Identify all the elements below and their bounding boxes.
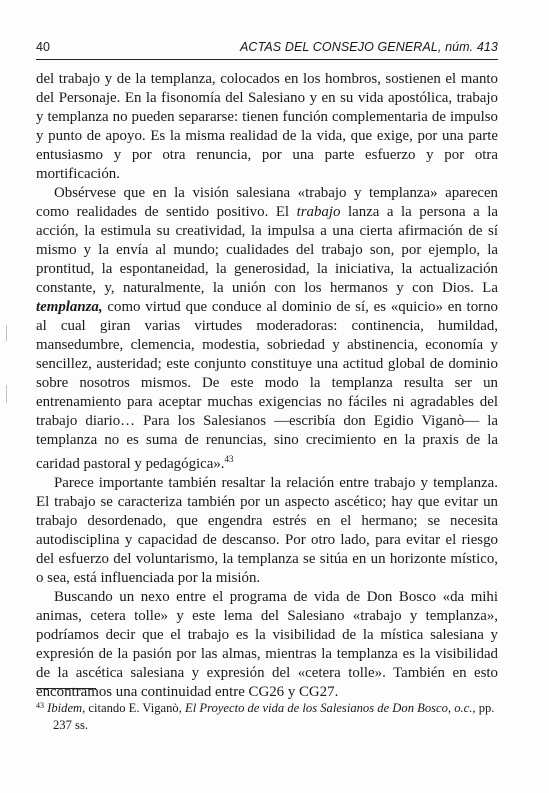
footnote [36, 697, 498, 734]
paragraph-2-text: lanza a la persona a la acción, la estimula su creatividad, la impulsa a una cierta afirmación de sí mismo y la envía al mundo; cualidades del trabajo son, por ejemplo, la prontitud, la espontaneidad, la generosidad, la iniciativa, la actualización constante, y, naturalmente, la unión con los hermanos y con Dios. La [36, 204, 498, 296]
footnote-ibidem: Ibidem, [47, 701, 86, 715]
footnote-pages: pp. 237 ss. [53, 701, 495, 732]
footnote-43 [36, 697, 498, 734]
footnote-reference[interactable]: 43 [224, 454, 234, 464]
paragraph-4: Buscando un nexo entre el programa de vida de Don Bosco «da mihi animas, cetera tolle» y este lema del Salesiano «trabajo y templanza», podríamos decir que el trabajo es la visibilidad de la mística salesiana y expresión de la pasión por las almas, mientras la templanza es la visibilidad de la ascética salesiana y expresión del «cetera tolle». También en esto encontramos una continuidad entre CG26 y CG27. [36, 589, 498, 700]
margin-mark [6, 385, 7, 403]
margin-mark [6, 325, 7, 341]
footnote-source-title: El Proyecto de vida de los Salesianos de Don Bosco, o.c., [185, 701, 476, 715]
footnote-rule [36, 688, 96, 689]
running-title: ACTAS DEL CONSEJO GENERAL, núm. 413 [240, 40, 498, 54]
footnote-number: 43 [36, 701, 44, 710]
paragraph-3: Parece importante también resaltar la relación entre trabajo y templanza. El trabajo se caracteriza también por un aspecto ascético; hay que evitar un trabajo desordenado, que engendra estrés en el hermano; se necesita autodisciplina y capacidad de descanso. Por otro lado, para evitar el riesgo del esfuerzo del voluntarismo, la templanza se sitúa en un horizonte místico, o sea, está influenciada por la misión. [36, 475, 498, 586]
body-text [36, 70, 498, 702]
paragraph-2 [36, 184, 498, 474]
header-rule [36, 59, 498, 60]
page-number: 40 [36, 40, 50, 54]
footnote-citing: citando E. Viganò, [85, 701, 186, 715]
paragraph-2-text: como virtud que conduce al dominio de sí, es «quicio» en torno al cual giran varias virtudes moderadoras: continencia, humildad, mansedumbre, clemencia, modestia, sobriedad y abstinencia, economía y sencillez, austeridad; este conjunto constituye una actitud global de dominio sobre nosotros mismos. De este modo la templanza resulta ser un entrenamiento para aceptar muchas exigencias no fáciles ni agradables del trabajo diario… Para los Salesianos —escribía don Egidio Viganò— la templanza no es suma de renuncias, sino crecimiento en la praxis de la caridad pastoral y pedagógica». [36, 299, 498, 472]
page-header [36, 40, 498, 58]
emphasis-trabajo: trabajo [296, 204, 341, 220]
paragraph-1: del trabajo y de la templanza, colocados en los hombros, sostienen el manto del Personaje. En la fisonomía del Salesiano y en su vida apostólica, trabajo y templanza no pueden separarse: tienen función complementaria de impulso y punto de apoyo. Es la misma realidad de la vida, que exige, por una parte entusiasmo y por otra renuncia, por una parte esfuerzo y por otra mortificación. [36, 71, 498, 182]
paragraph-2-text: Obsérvese que en la visión salesiana «trabajo y templanza» aparecen como realidades de sentido positivo. El [36, 185, 498, 220]
emphasis-templanza: templanza, [36, 299, 103, 315]
